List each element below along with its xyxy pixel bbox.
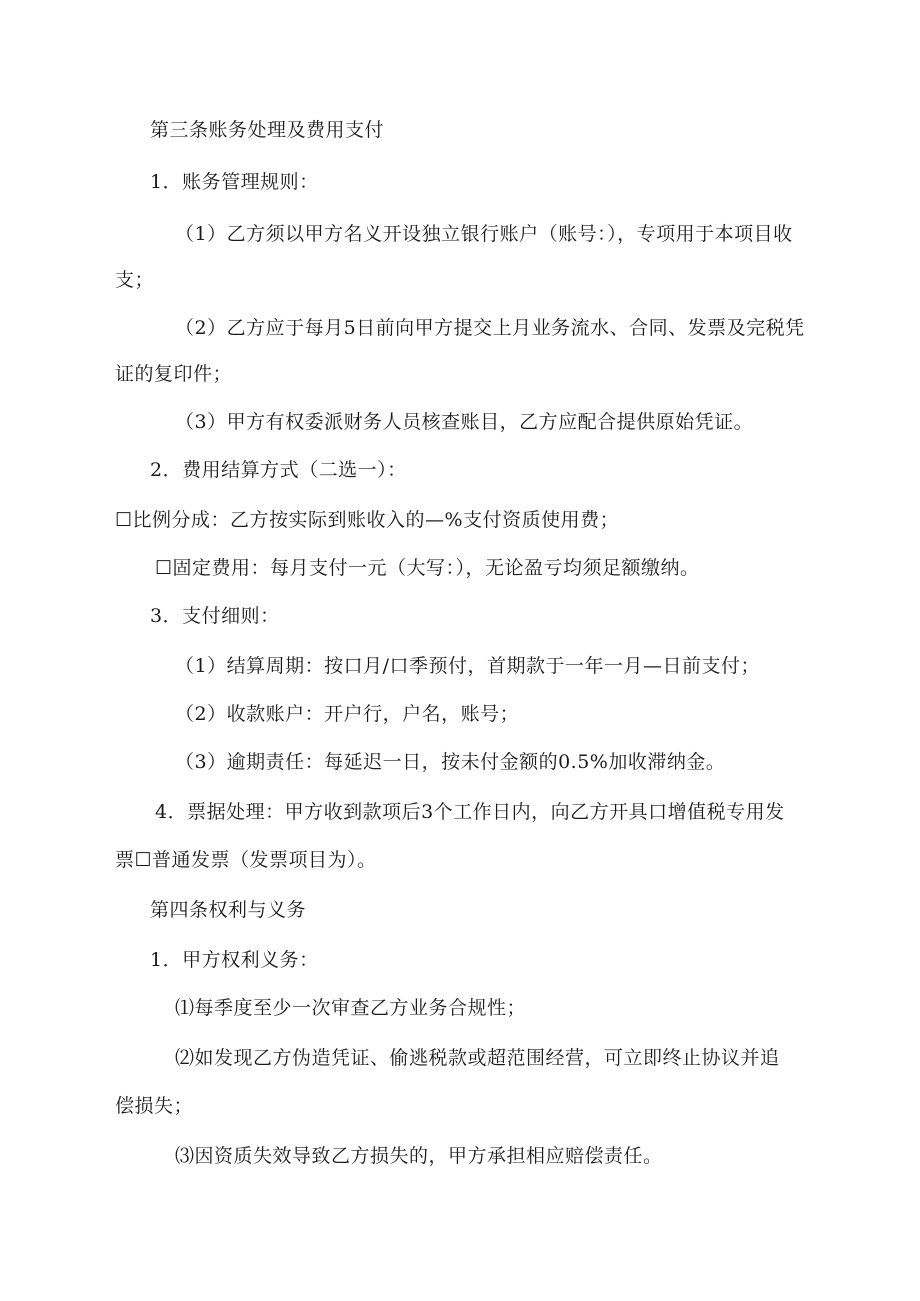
article-4-heading: 第四条权利与义务 <box>150 899 307 921</box>
clause-3-3: （3）逾期责任：每延迟一日，按未付金额的0.5%加收滞纳金。 <box>175 751 726 773</box>
clause-1-3: （3）甲方有权委派财务人员核查账目，乙方应配合提供原始凭证。 <box>175 411 754 433</box>
a4-clause-3: ⑶因资质失效导致乙方损失的，甲方承担相应赔偿责任。 <box>175 1145 663 1167</box>
payment-option-fixed: ☐固定费用：每月支付一元（大写：），无论盈亏均须足额缴纳。 <box>155 557 700 579</box>
payment-option-ratio: ☐比例分成：乙方按实际到账收入的—%支付资质使用费； <box>115 509 620 531</box>
clause-1-2-line-1: （2）乙方应于每月5日前向甲方提交上月业务流水、合同、发票及完税凭 <box>175 317 805 339</box>
a4-section-1-title: 1．甲方权利义务： <box>150 949 319 971</box>
clause-1-1-line-1: （1）乙方须以甲方名义开设独立银行账户（账号：），专项用于本项目收 <box>175 223 793 245</box>
article-3-heading: 第三条账务处理及费用支付 <box>150 119 385 141</box>
section-3-title: 3．支付细则： <box>150 605 280 627</box>
a4-clause-2-line-2: 偿损失； <box>115 1095 194 1117</box>
section-2-title: 2．费用结算方式（二选一）： <box>150 459 407 481</box>
a4-clause-2-line-1: ⑵如发现乙方伪造凭证、偷逃税款或超范围经营，可立即终止协议并追 <box>175 1047 780 1069</box>
clause-3-1: （1）结算周期：按口月/口季预付，首期款于一年一月—日前支付； <box>175 655 760 677</box>
clause-3-2: （2）收款账户：开户行，户名，账号； <box>175 703 520 725</box>
section-4-line-2: 票☐普通发票（发票项目为）。 <box>115 849 377 871</box>
clause-1-2-line-2: 证的复印件； <box>115 363 233 385</box>
section-1-title: 1．账务管理规则： <box>150 171 319 193</box>
clause-1-1-line-2: 支； <box>115 269 155 291</box>
section-4-line-1: 4．票据处理：甲方收到款项后3个工作日内，向乙方开具口增值税专用发 <box>155 801 785 823</box>
a4-clause-1: ⑴每季度至少一次审查乙方业务合规性； <box>175 997 527 1019</box>
